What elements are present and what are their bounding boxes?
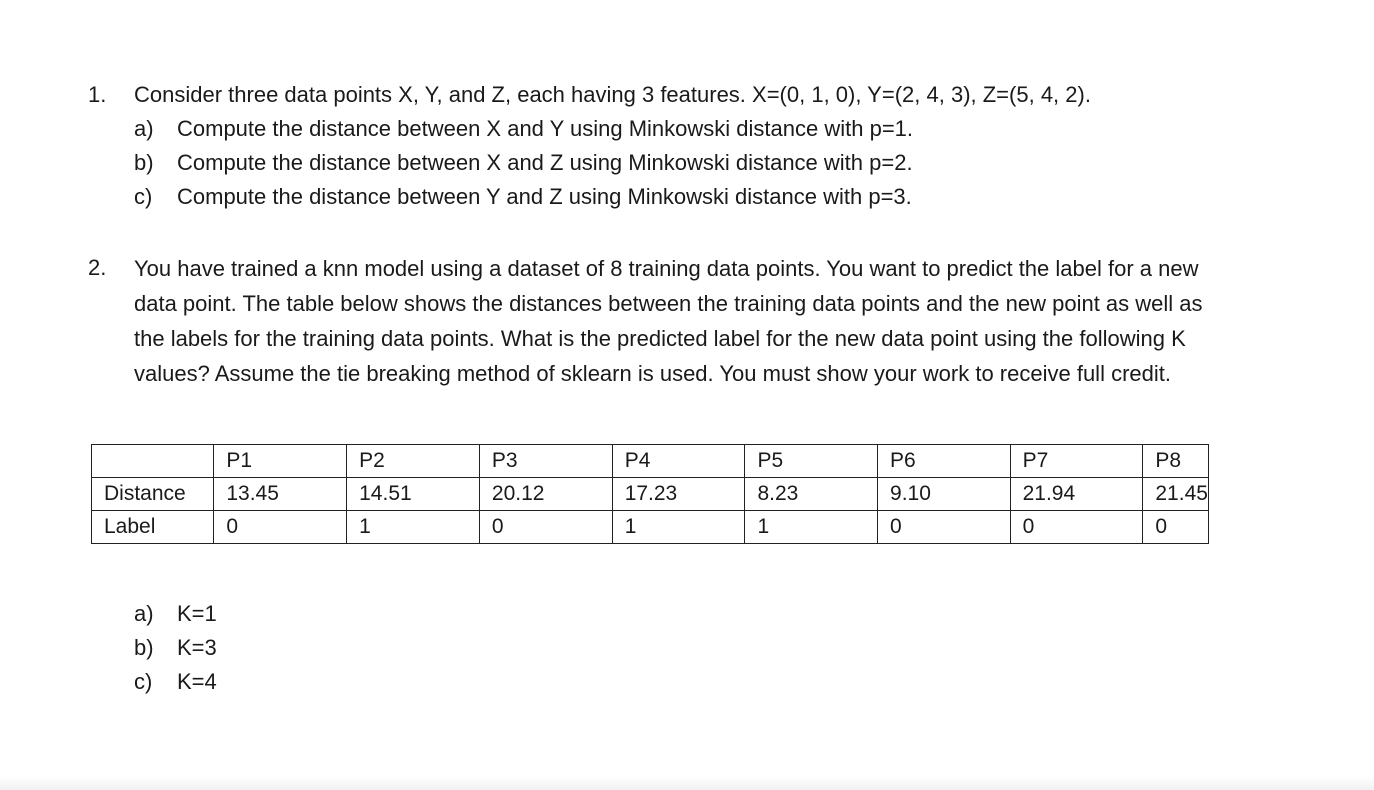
table-row (92, 478, 1209, 511)
table-cell: Distance (92, 478, 214, 511)
part-text: K=4 (177, 669, 217, 694)
table-cell: P1 (214, 445, 347, 478)
question-2 (88, 251, 1238, 391)
table-cell: Label (92, 511, 214, 544)
part-text: Compute the distance between Y and Z using Minkowski distance with p=3. (177, 184, 912, 209)
table-cell: P2 (347, 445, 480, 478)
table-cell: 9.10 (878, 478, 1011, 511)
page-bottom-shade (0, 776, 1374, 790)
table-cell: P6 (878, 445, 1011, 478)
question-1 (88, 78, 1238, 214)
question-number: 1. (88, 82, 107, 107)
question-part (88, 180, 1238, 214)
table-cell (92, 445, 214, 478)
table-cell: 1 (347, 511, 480, 544)
question-part (88, 112, 1238, 146)
part-letter: c) (134, 184, 153, 209)
part-text: K=3 (177, 635, 217, 660)
list-item (88, 631, 217, 665)
table-cell: 0 (1143, 511, 1209, 544)
table-cell: 1 (612, 511, 745, 544)
question-text: You have trained a knn model using a dataset of 8 training data points. You want to predict the label for a new data point. The table below shows the distances between the training data points and the new point as well as the labels for the training data points. What is the predicted label for the new data point using the following K values? Assume the tie breaking method of sklearn is used. You must show your work to receive full credit. (134, 256, 1203, 386)
table-cell: 8.23 (745, 478, 878, 511)
k-value-list (88, 597, 217, 699)
part-text: K=1 (177, 601, 217, 626)
part-letter: b) (134, 150, 154, 175)
question-part (88, 146, 1238, 180)
table-cell: 21.94 (1010, 478, 1143, 511)
part-letter: c) (134, 669, 153, 694)
list-item (88, 665, 217, 699)
table-cell: P8 (1143, 445, 1209, 478)
table-cell: P5 (745, 445, 878, 478)
table-cell: 0 (479, 511, 612, 544)
table-row (92, 511, 1209, 544)
table-cell: 14.51 (347, 478, 480, 511)
table-cell: P3 (479, 445, 612, 478)
table-cell: P7 (1010, 445, 1143, 478)
part-text: Compute the distance between X and Z using Minkowski distance with p=2. (177, 150, 913, 175)
part-letter: a) (134, 116, 154, 141)
table-cell: 0 (878, 511, 1011, 544)
question-number: 2. (88, 255, 107, 280)
part-letter: a) (134, 601, 154, 626)
part-text: Compute the distance between X and Y using Minkowski distance with p=1. (177, 116, 914, 141)
list-item (88, 597, 217, 631)
table-cell: 21.45 (1143, 478, 1209, 511)
question-text: Consider three data points X, Y, and Z, each having 3 features. X=(0, 1, 0), Y=(2, 4, 3), Z=(5, 4, 2). (134, 82, 1091, 107)
table-cell: 17.23 (612, 478, 745, 511)
table-header-row (92, 445, 1209, 478)
table-cell: 0 (214, 511, 347, 544)
distance-table (91, 444, 1209, 544)
table-cell: 0 (1010, 511, 1143, 544)
table-cell: 1 (745, 511, 878, 544)
part-letter: b) (134, 635, 154, 660)
table-cell: 13.45 (214, 478, 347, 511)
table-cell: P4 (612, 445, 745, 478)
table-cell: 20.12 (479, 478, 612, 511)
